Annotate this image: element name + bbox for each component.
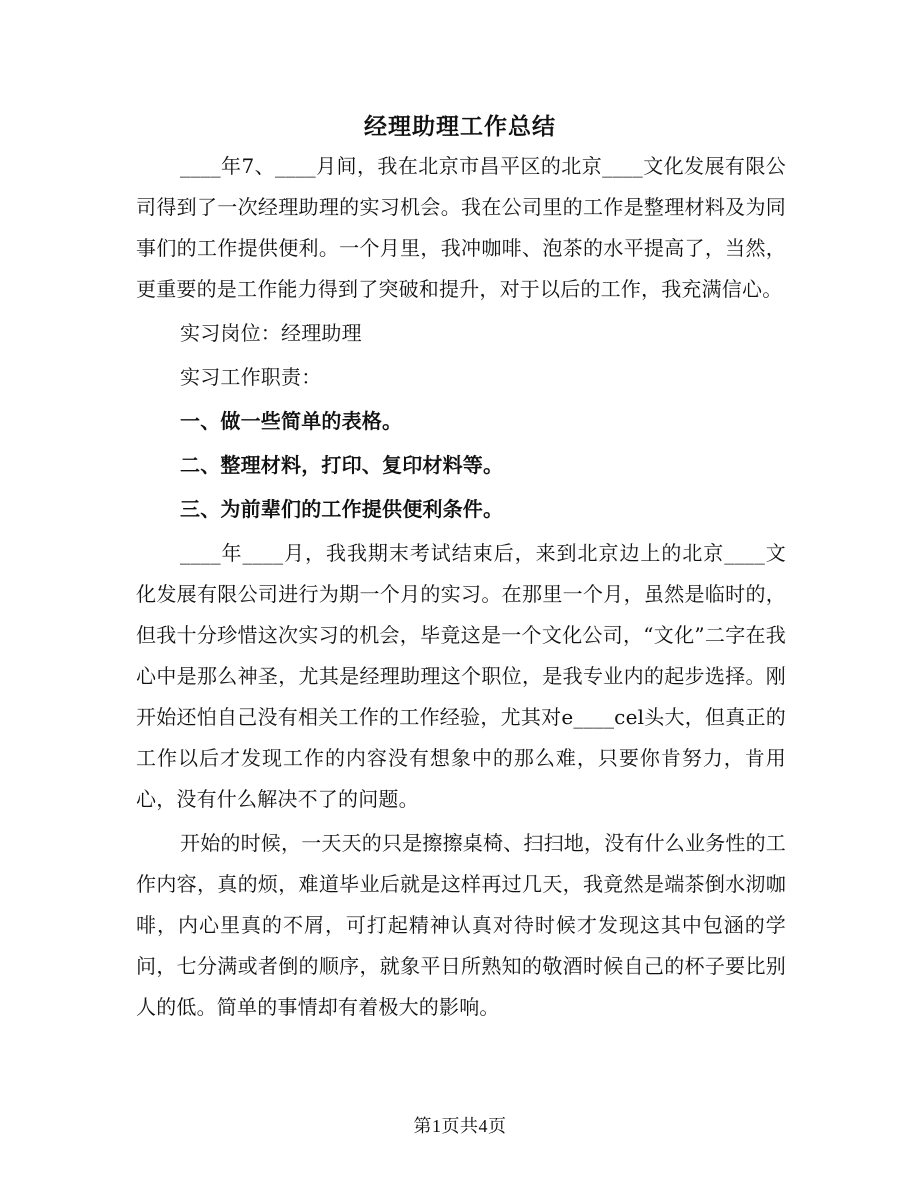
document-title: 经理助理工作总结 — [364, 113, 556, 140]
paragraph-duties-heading: 实习工作职责： — [180, 365, 322, 389]
duty-item-2: 二、整理材料，打印、复印材料等。 — [180, 453, 504, 477]
paragraph-position: 实习岗位：经理助理 — [180, 321, 362, 345]
duty-item-3: 三、为前辈们的工作提供便利条件。 — [180, 497, 504, 521]
paragraph-intro: ____年7、____月间，我在北京市昌平区的北京____文化发展有限公司得到了一次经理助理的实习机会。我在公司里的工作是整理材料及为同事们的工作提供便利。一个月里，我冲咖啡、泡茶的水平提高了，当然，更重要的是工作能力得到了突破和提升，对于以后的工作，我充满信心。 — [136, 154, 786, 301]
paragraph-internship-details: ____年____月，我我期末考试结束后，来到北京边上的北京____文化发展有限公司进行为期一个月的实习。在那里一个月，虽然是临时的，但我十分珍惜这次实习的机会，毕竟这是一个文化公司，“文化”二字在我心中是那么神圣，尤其是经理助理这个职位，是我专业内的起步选择。刚开始还怕自己没有相关工作的工作经验，尤其对e____cel头大，但真正的工作以后才发现工作的内容没有想象中的那么难，只要你肯努力，肯用心，没有什么解决不了的问题。 — [136, 541, 786, 811]
page-number-footer: 第1页共4页 — [413, 1116, 507, 1136]
paragraph-reflection: 开始的时候，一天天的只是擦擦桌椅、扫扫地，没有什么业务性的工作内容，真的烦，难道毕业后就是这样再过几天，我竟然是端茶倒水沏咖啡，内心里真的不屑，可打起精神认真对待时候才发现这其中包涵的学问，七分满或者倒的顺序，就象平日所熟知的敬酒时候自己的杯子要比别人的低。简单的事情却有着极大的影响。 — [136, 831, 786, 1019]
document-body — [136, 146, 786, 1028]
duty-item-1: 一、做一些简单的表格。 — [180, 409, 403, 433]
